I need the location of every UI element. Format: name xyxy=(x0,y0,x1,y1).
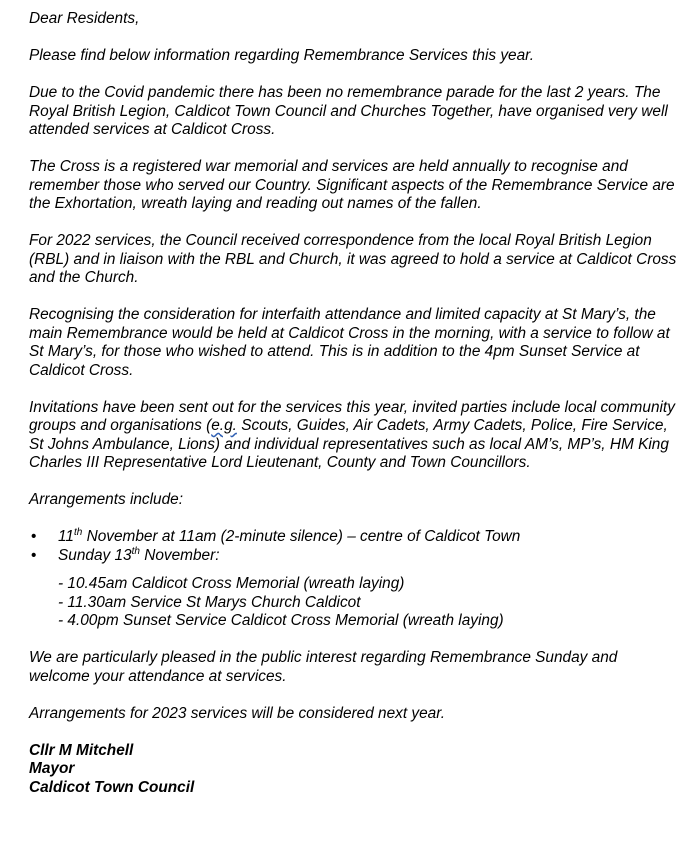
arrangements-list xyxy=(29,528,679,565)
bullet1-text: November at 11am (2-minute silence) – centre of Caldicot Town xyxy=(82,528,521,545)
services-2022-paragraph: For 2022 services, the Council received correspondence from the local Royal British Legion (RBL) and in liaison with the RBL and Church, it was agreed to hold a service at Caldicot Cross and the Church. xyxy=(29,232,677,286)
services-2023-paragraph: Arrangements for 2023 services will be considered next year. xyxy=(29,704,446,722)
bullet2-suffix: th xyxy=(131,545,140,557)
cross-paragraph: The Cross is a registered war memorial and services are held annually to recognise and remember those who served our Country. Significant aspects of the Remembrance Service are the Exhortation, wreath laying and reading out names of the fallen. xyxy=(29,158,675,212)
sunday-schedule xyxy=(29,575,679,631)
arrangements-heading: Arrangements include: xyxy=(29,491,183,508)
covid-paragraph: Due to the Covid pandemic there has been no remembrance parade for the last 2 years. The Royal British Legion, Caldicot Town Council and Churches Together, have organised very well attended services at Caldicot Cross. xyxy=(29,84,668,138)
signature-block xyxy=(29,742,679,798)
bullet2-text: November: xyxy=(139,546,220,564)
list-item xyxy=(29,528,679,547)
bullet1-suffix: th xyxy=(73,526,83,538)
invitations-text-start: Invitations have been sent out for the services this year, invited parties include local community groups and organisations ( xyxy=(29,398,675,434)
eg-abbreviation: e.g. xyxy=(211,417,237,434)
bullet-icon: • xyxy=(31,546,37,564)
invitations-paragraph xyxy=(29,399,679,473)
letter-page xyxy=(29,10,679,797)
schedule-item: - 10.45am Caldicot Cross Memorial (wreath laying) xyxy=(58,575,405,592)
bullet1-day: 11 xyxy=(58,528,74,545)
bullet-icon: • xyxy=(31,528,37,545)
signature-title: Mayor xyxy=(29,760,75,777)
bullet2-day: Sunday 13 xyxy=(58,546,132,564)
schedule-item: - 11.30am Service St Marys Church Caldicot xyxy=(58,593,361,611)
signature-name: Cllr M Mitchell xyxy=(29,741,134,759)
invitations-text-end: Scouts, Guides, Air Cadets, Army Cadets, Police, Fire Service, St Johns Ambulance, Lions) and individual representatives such as local AM’s, MP’s, HM King Charles III Representative Lord Lieutenant, County and Town Councillors. xyxy=(29,417,669,471)
signature-organisation: Caldicot Town Council xyxy=(29,778,195,796)
interfaith-paragraph: Recognising the consideration for interfaith attendance and limited capacity at St Mary’s, the main Remembrance would be held at Caldicot Cross in the morning, with a service to follow at St Mary’s, for those who wished to attend. This is in addition to the 4pm Sunset Service at Caldicot Cross. xyxy=(29,306,670,379)
pleased-paragraph: We are particularly pleased in the public interest regarding Remembrance Sunday and welcome your attendance at services. xyxy=(29,649,618,685)
intro-paragraph: Please find below information regarding Remembrance Services this year. xyxy=(29,47,534,64)
list-item xyxy=(29,547,679,566)
salutation: Dear Residents, xyxy=(29,10,140,27)
schedule-item: - 4.00pm Sunset Service Caldicot Cross Memorial (wreath laying) xyxy=(58,612,504,629)
